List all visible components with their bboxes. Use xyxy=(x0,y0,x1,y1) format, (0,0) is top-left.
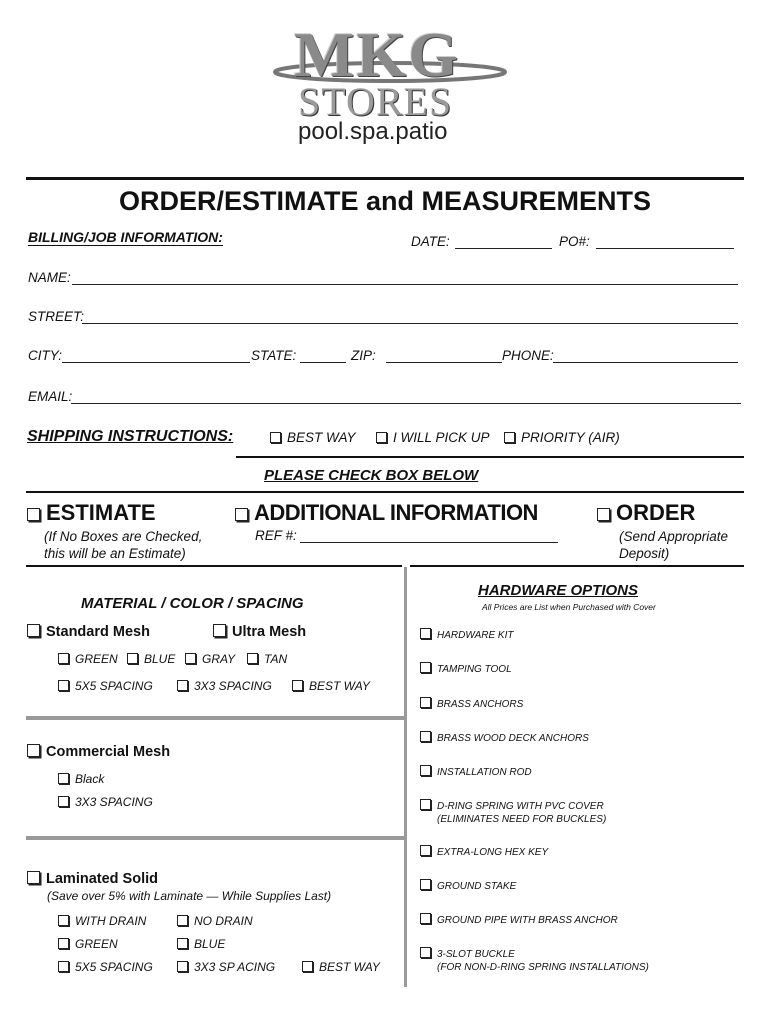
state-field[interactable] xyxy=(300,362,346,363)
checkbox[interactable] xyxy=(177,938,188,949)
checkbox[interactable] xyxy=(292,680,303,691)
checkbox[interactable] xyxy=(235,508,248,521)
checkbox[interactable] xyxy=(185,653,196,664)
street-label: STREET: xyxy=(28,309,85,324)
date-field[interactable] xyxy=(455,248,552,249)
hardware-item[interactable] xyxy=(420,947,649,974)
laminated-solid-option[interactable]: Laminated Solid xyxy=(27,871,158,887)
shipping-heading: SHIPPING INSTRUCTIONS: xyxy=(27,428,234,445)
date-label: DATE: xyxy=(411,234,450,249)
section-rule xyxy=(26,716,404,720)
po-label: PO#: xyxy=(559,234,590,249)
order-note: (Send Appropriate Deposit) xyxy=(619,529,729,561)
page-title: ORDER/ESTIMATE and MEASUREMENTS xyxy=(118,186,652,216)
commercial-mesh-option[interactable]: Commercial Mesh xyxy=(27,744,170,760)
hardware-item[interactable] xyxy=(420,628,514,642)
hardware-item-note: (ELIMINATES NEED FOR BUCKLES) xyxy=(437,814,607,825)
checkbox[interactable] xyxy=(420,947,431,958)
hardware-item[interactable] xyxy=(420,765,532,779)
zip-field[interactable] xyxy=(386,362,502,363)
zip-label: ZIP: xyxy=(351,348,376,363)
checkbox[interactable] xyxy=(302,961,313,972)
email-label: EMAIL: xyxy=(28,389,73,404)
city-field[interactable] xyxy=(62,362,250,363)
order-option[interactable]: ORDER xyxy=(597,500,695,526)
logo-mkg: MKG xyxy=(294,19,460,90)
checkbox[interactable] xyxy=(177,961,188,972)
material-heading: MATERIAL / COLOR / SPACING xyxy=(81,595,304,612)
hardware-item-label: BRASS ANCHORS xyxy=(437,699,524,710)
color-green[interactable]: GREEN xyxy=(58,652,118,666)
color-tan[interactable]: TAN xyxy=(247,652,287,666)
section-rule xyxy=(410,565,744,567)
ref-field[interactable] xyxy=(300,542,558,543)
hardware-item-label: D-RING SPRING WITH PVC COVER xyxy=(437,801,604,812)
checkbox[interactable] xyxy=(270,432,281,443)
checkbox[interactable] xyxy=(247,653,258,664)
hardware-item[interactable] xyxy=(420,697,523,711)
hardware-item-label: BRASS WOOD DECK ANCHORS xyxy=(437,733,589,744)
title-rule xyxy=(26,177,744,180)
phone-label: PHONE: xyxy=(502,348,554,363)
hardware-item-label: EXTRA-LONG HEX KEY xyxy=(437,847,549,858)
checkbox[interactable] xyxy=(27,871,40,884)
commercial-black[interactable]: Black xyxy=(58,772,104,786)
color-blue[interactable]: BLUE xyxy=(127,652,175,666)
ship-priority[interactable]: PRIORITY (AIR) xyxy=(504,430,620,445)
spacing-best-way[interactable]: BEST WAY xyxy=(292,679,370,693)
estimate-option[interactable]: ESTIMATE xyxy=(27,500,156,526)
checkbox[interactable] xyxy=(58,938,69,949)
email-field[interactable] xyxy=(71,403,741,404)
hardware-item-label: 3-SLOT BUCKLE xyxy=(437,949,515,960)
checkbox[interactable] xyxy=(420,799,431,810)
checkbox[interactable] xyxy=(27,508,40,521)
checkbox[interactable] xyxy=(58,796,69,807)
checkbox[interactable] xyxy=(376,432,387,443)
checkbox[interactable] xyxy=(597,508,610,521)
checkbox[interactable] xyxy=(27,744,40,757)
section-rule xyxy=(26,565,402,567)
hardware-item-label: INSTALLATION ROD xyxy=(437,767,532,778)
hardware-item-label: TAMPING TOOL xyxy=(437,664,512,675)
checkbox[interactable] xyxy=(177,680,188,691)
lam-blue[interactable]: BLUE xyxy=(177,937,225,951)
laminated-note: (Save over 5% with Laminate — While Supplies Last) xyxy=(47,889,332,903)
checkbox[interactable] xyxy=(420,628,431,639)
billing-heading: BILLING/JOB INFORMATION: xyxy=(28,229,223,245)
checkbox[interactable] xyxy=(213,624,226,637)
ultra-mesh-option[interactable]: Ultra Mesh xyxy=(213,624,306,640)
checkbox[interactable] xyxy=(420,765,431,776)
hardware-item-label: GROUND PIPE WITH BRASS ANCHOR xyxy=(437,915,618,926)
hardware-heading: HARDWARE OPTIONS xyxy=(478,582,639,599)
lam-3x3[interactable]: 3X3 SP ACING xyxy=(177,960,275,974)
hardware-item-label: GROUND STAKE xyxy=(437,881,517,892)
estimate-note: (If No Boxes are Checked, this will be an Estimate) xyxy=(44,529,203,561)
street-field[interactable] xyxy=(82,323,738,324)
hardware-item[interactable] xyxy=(420,879,516,893)
hardware-item-note: (FOR NON-D-RING SPRING INSTALLATIONS) xyxy=(437,962,649,973)
hardware-item[interactable] xyxy=(420,845,548,859)
hardware-item[interactable] xyxy=(420,662,512,676)
logo xyxy=(270,19,510,152)
hardware-item-label: HARDWARE KIT xyxy=(437,630,514,641)
lam-with-drain[interactable]: WITH DRAIN xyxy=(58,914,146,928)
lam-no-drain[interactable]: NO DRAIN xyxy=(177,914,253,928)
checkbox[interactable] xyxy=(420,731,431,742)
column-divider xyxy=(404,567,407,987)
name-field[interactable] xyxy=(72,284,738,285)
spacing-3x3[interactable]: 3X3 SPACING xyxy=(177,679,272,693)
checkbox[interactable] xyxy=(504,432,515,443)
phone-field[interactable] xyxy=(553,362,738,363)
ship-best-way[interactable]: BEST WAY xyxy=(270,430,356,445)
lam-green[interactable]: GREEN xyxy=(58,937,118,951)
hardware-item[interactable] xyxy=(420,799,606,826)
check-prompt: PLEASE CHECK BOX BELOW xyxy=(264,467,479,484)
lam-5x5[interactable]: 5X5 SPACING xyxy=(58,960,153,974)
checkbox[interactable] xyxy=(420,913,431,924)
checkbox[interactable] xyxy=(58,680,69,691)
checkbox[interactable] xyxy=(420,697,431,708)
divider xyxy=(236,456,744,458)
checkbox[interactable] xyxy=(58,915,69,926)
ship-pick-up[interactable]: I WILL PICK UP xyxy=(376,430,490,445)
checkbox[interactable] xyxy=(420,879,431,890)
additional-info-option[interactable]: ADDITIONAL INFORMATION xyxy=(235,500,538,526)
standard-mesh-option[interactable]: Standard Mesh xyxy=(27,624,150,640)
checkbox[interactable] xyxy=(420,845,431,856)
logo-stores: STORES xyxy=(298,79,453,124)
city-label: CITY: xyxy=(28,348,63,363)
po-field[interactable] xyxy=(596,248,734,249)
hardware-subheading: All Prices are List when Purchased with Cover xyxy=(482,602,656,612)
divider xyxy=(26,491,744,493)
checkbox[interactable] xyxy=(420,662,431,673)
color-gray[interactable]: GRAY xyxy=(185,652,235,666)
spacing-5x5[interactable]: 5X5 SPACING xyxy=(58,679,153,693)
state-label: STATE: xyxy=(251,348,297,363)
checkbox[interactable] xyxy=(177,915,188,926)
commercial-3x3[interactable]: 3X3 SPACING xyxy=(58,795,153,809)
checkbox[interactable] xyxy=(58,961,69,972)
hardware-item[interactable] xyxy=(420,913,618,927)
ref-label: REF #: xyxy=(255,528,297,543)
checkbox[interactable] xyxy=(58,773,69,784)
lam-best-way[interactable]: BEST WAY xyxy=(302,960,380,974)
checkbox[interactable] xyxy=(58,653,69,664)
logo-tagline: pool.spa.patio xyxy=(298,118,448,145)
name-label: NAME: xyxy=(28,270,71,285)
section-rule xyxy=(26,836,404,840)
checkbox[interactable] xyxy=(27,624,40,637)
checkbox[interactable] xyxy=(127,653,138,664)
hardware-item[interactable] xyxy=(420,731,589,745)
